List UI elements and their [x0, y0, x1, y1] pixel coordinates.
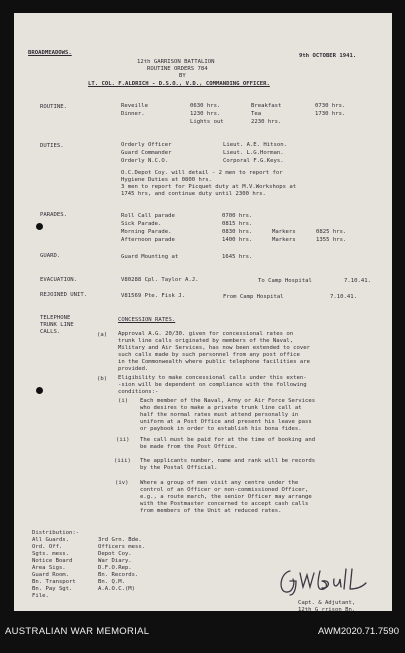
duties-text-line: Hygiene Duties at 0800 hrs.: [121, 177, 212, 183]
condition-line: The applicants number, name and rank will be records: [140, 458, 316, 464]
distribution-item: D.F.O.Rep.: [98, 565, 132, 571]
parade-markers: Markers: [272, 229, 296, 235]
parade-name: Roll Call parade: [121, 213, 175, 219]
location-heading: BROADMEADOWS.: [28, 50, 72, 56]
para-a-line: trunk line calls originated by members of the Naval,: [118, 338, 294, 344]
telephone-label: TRUNK LINE: [40, 322, 74, 328]
telephone-label: TELEPHONE: [40, 315, 71, 321]
rejoined-source: From Camp Hospital: [223, 294, 284, 300]
distribution-item: Guard Room.: [32, 572, 70, 578]
parade-time: 0830 hrs.: [222, 229, 253, 235]
routine-time: 0630 hrs.: [190, 103, 221, 109]
duty-person: Lieut. A.E. Hitson.: [223, 142, 287, 148]
punch-hole: [36, 387, 43, 394]
parade-name: Morning Parade.: [121, 229, 172, 235]
distribution-item: Sgts. mess.: [32, 551, 70, 557]
evacuation-date: 7.10.41.: [344, 278, 371, 284]
para-a-line: provided.: [118, 366, 149, 372]
routine-orders-number: ROUTINE ORDERS 784: [147, 66, 208, 72]
distribution-item: Bn. Records.: [98, 572, 139, 578]
routine-item: Tea: [251, 111, 262, 117]
distribution-item: 3rd Grn. Bde.: [98, 537, 142, 543]
distribution-item: Area Sigs.: [32, 565, 66, 571]
distribution-item: Bn. Pay Sgt.: [32, 586, 73, 592]
condition-line: The call must be paid for at the time of booking and: [140, 437, 316, 443]
duty-role: Orderly Officer: [121, 142, 172, 148]
rejoined-date: 7.10.41.: [330, 294, 357, 300]
parade-name: Afternoon parade: [121, 237, 175, 243]
para-a-line: Military and Air Services, has now been extended to cover: [118, 345, 310, 351]
footer-accession-number: AWM2020.71.7590: [318, 626, 399, 637]
duties-label: DUTIES.: [40, 143, 64, 149]
distribution-item: Bn. Transport: [32, 579, 76, 585]
rejoined-label: REJOINED UNIT.: [40, 292, 88, 298]
routine-time: 0730 hrs.: [315, 103, 346, 109]
distribution-item: Bn. Q.M.: [98, 579, 125, 585]
condition-line: uniform at a Post Office and present his leave pass: [140, 419, 312, 425]
distribution-item: Depot Coy.: [98, 551, 132, 557]
order-date: 9th OCTOBER 1941.: [299, 53, 357, 59]
condition-line: half the normal rates must attend personally in: [140, 412, 299, 418]
document-page: [14, 13, 392, 611]
rejoined-soldier: V81569 Pte. Fisk J.: [121, 293, 185, 299]
condition-line: by the Postal Official.: [140, 465, 218, 471]
routine-item: Dinner.: [121, 111, 145, 117]
condition-mark: (iii): [114, 458, 131, 464]
routine-item: Reveille: [121, 103, 148, 109]
commanding-officer-line: LT. COL. F.ALDRICH - D.S.O., V.D., COMMANDING OFFICER.: [88, 81, 270, 87]
parade-markers: Markers: [272, 237, 296, 243]
para-a-line: such calls made by such personnel from any post office: [118, 352, 300, 358]
condition-line: or paybook in order to establish his bona fides.: [140, 426, 302, 432]
parade-markers-time: 0825 hrs.: [316, 229, 347, 235]
para-a-mark: (a): [97, 332, 108, 338]
distribution-item: A.A.O.C.(M): [98, 586, 136, 592]
condition-line: from members of the Unit at reduced rates.: [140, 508, 282, 514]
evacuation-label: EVACUATION.: [40, 277, 78, 283]
parade-time: 0700 hrs.: [222, 213, 253, 219]
routine-item: Breakfast: [251, 103, 282, 109]
duties-text-line: 3 men to report for Picquet duty at M.V.Workshops at: [121, 184, 297, 190]
duties-text-line: 1745 hrs, and continue duty until 2300 hrs.: [121, 191, 266, 197]
para-a-line: in the Commonwealth where public telephone facilities are: [118, 359, 310, 365]
routine-item: Lights out: [190, 119, 224, 125]
duty-role: Guard Commander: [121, 150, 172, 156]
distribution-item: Notice Board: [32, 558, 73, 564]
distribution-title: Distribution:-: [32, 530, 80, 536]
guard-label: GUARD.: [40, 253, 61, 259]
by-line: BY: [179, 73, 186, 79]
signatory-title: Capt. & Adjutant,: [298, 600, 356, 606]
routine-time: 1730 hrs.: [315, 111, 346, 117]
parades-label: PARADES.: [40, 212, 67, 218]
para-b-mark: (b): [97, 376, 108, 382]
condition-mark: (ii): [116, 437, 130, 443]
parade-time: 1400 hrs.: [222, 237, 253, 243]
routine-time: 1230 hrs.: [190, 111, 221, 117]
routine-label: ROUTINE.: [40, 104, 67, 110]
condition-line: control of an Officer or non-commissioned Officer,: [140, 487, 309, 493]
archive-footer: [0, 618, 405, 653]
parade-markers-time: 1355 hrs.: [316, 237, 347, 243]
punch-hole: [36, 223, 43, 230]
concession-rates-heading: CONCESSION RATES.: [118, 317, 176, 323]
signatory-unit: 12th G rrison Bn.: [298, 607, 356, 611]
condition-mark: (iv): [115, 480, 129, 486]
para-b-line: -sion will be dependent on compliance with the following: [118, 382, 307, 388]
distribution-item: Ord. Off.: [32, 544, 63, 550]
routine-time: 2230 hrs.: [251, 119, 282, 125]
condition-line: be made from the Post Office.: [140, 444, 238, 450]
para-b-line: Eligibility to make concessional calls under this exten-: [118, 375, 307, 381]
duties-text-line: O.C.Depot Coy. will detail - 2 men to report for: [121, 170, 283, 176]
duty-person: Lieut. L.G.Horman.: [223, 150, 284, 156]
parade-time: 0815 hrs.: [222, 221, 253, 227]
condition-line: Each member of the Naval, Army or Air Force Services: [140, 398, 316, 404]
parade-name: Sick Parade.: [121, 221, 162, 227]
para-b-line: conditions:-: [118, 389, 159, 395]
duty-person: Corporal F.G.Keys.: [223, 158, 284, 164]
distribution-item: All Guards.: [32, 537, 70, 543]
guard-text: Guard Mounting at: [121, 254, 179, 260]
evacuation-destination: To Camp Hospital: [258, 278, 312, 284]
handwritten-signature: [276, 565, 374, 599]
evacuation-soldier: V80288 Cpl. Taylor A.J.: [121, 277, 199, 283]
condition-line: with the Postmaster concerned to accept cash calls: [140, 501, 309, 507]
distribution-item: File.: [32, 593, 49, 599]
condition-mark: (i): [118, 398, 129, 404]
telephone-label: CALLS.: [40, 329, 61, 335]
footer-institution: AUSTRALIAN WAR MEMORIAL: [5, 626, 150, 637]
battalion-name: 12th GARRISON BATTALION: [137, 59, 215, 65]
guard-time: 1645 hrs.: [222, 254, 253, 260]
para-a-line: Approval A.G. 20/30. given for concessional rates on: [118, 331, 294, 337]
condition-line: e.g., a route march, the senior Officer may arrange: [140, 494, 312, 500]
distribution-item: Officers mess.: [98, 544, 146, 550]
duty-role: Orderly N.C.O.: [121, 158, 169, 164]
condition-line: who desires to make a private trunk line call at: [140, 405, 302, 411]
condition-line: Where a group of men visit any centre under the: [140, 480, 299, 486]
distribution-item: War Diary.: [98, 558, 132, 564]
